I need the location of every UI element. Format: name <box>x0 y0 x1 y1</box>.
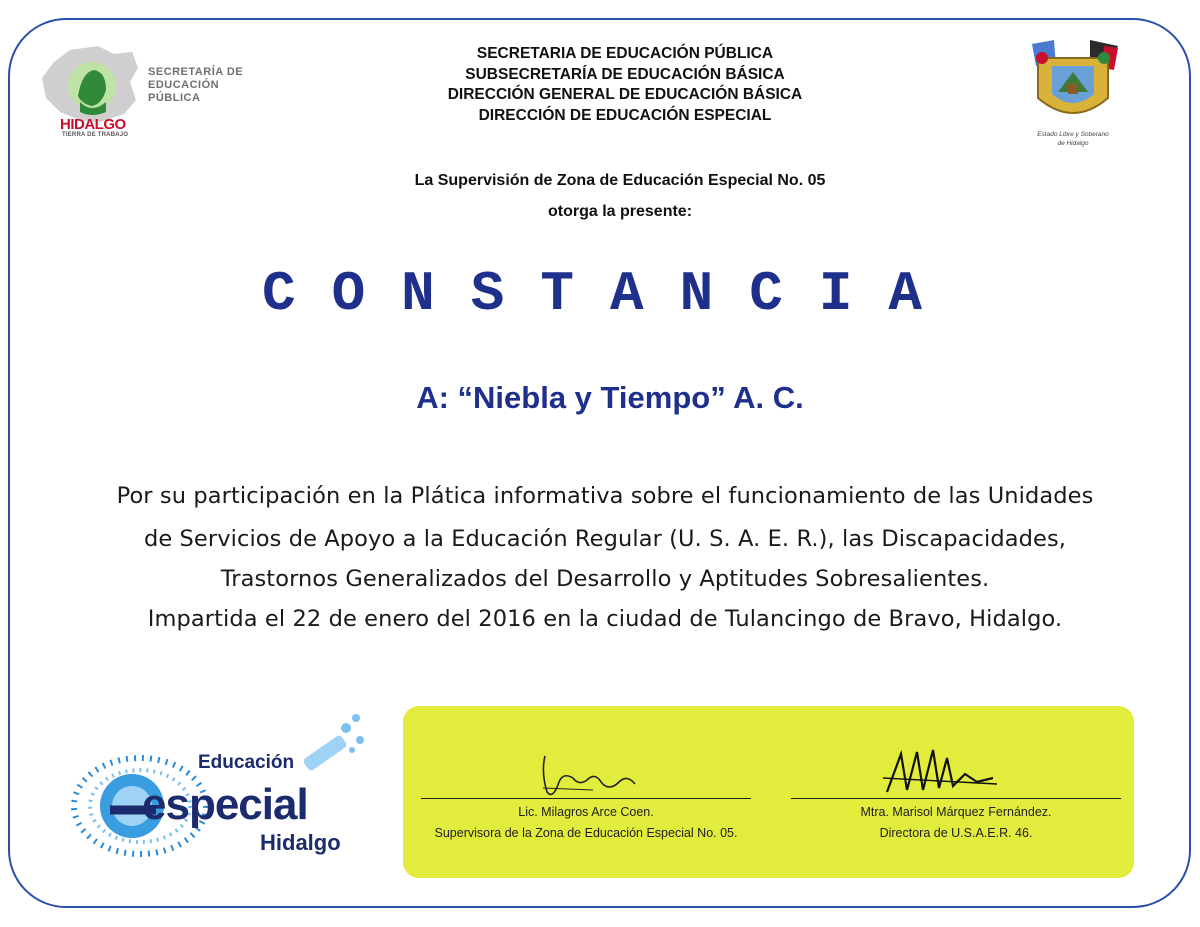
hidalgo-coat-of-arms <box>1018 36 1128 151</box>
certificate-title: CONSTANCIA <box>261 262 959 326</box>
institution-header <box>360 44 890 126</box>
coat-of-arms-icon <box>1018 36 1128 128</box>
coat-of-arms-caption: Estado Libre y Soberano de Hidalgo <box>1037 131 1109 147</box>
hidalgo-wordmark: HIDALGO <box>60 116 126 133</box>
logo-word-hidalgo: Hidalgo <box>260 830 341 855</box>
signature-scribble-icon <box>523 752 643 802</box>
signature-line <box>421 798 751 799</box>
issuer-line: La Supervisión de Zona de Educación Especial No. 05 <box>414 172 826 189</box>
header-line: SECRETARIA DE EDUCACIÓN PÚBLICA <box>476 45 774 62</box>
header-line: DIRECCIÓN DE EDUCACIÓN ESPECIAL <box>478 106 772 124</box>
body-line: de Servicios de Apoyo a la Educación Regular (U. S. A. E. R.), las Discapacidades, <box>143 526 1067 552</box>
signature-line <box>791 798 1121 799</box>
recipient-name: A: “Niebla y Tiempo” A. C. <box>416 380 804 415</box>
logo-word-especial: especial <box>142 780 308 829</box>
educacion-especial-logo <box>70 706 380 876</box>
signer-name: Mtra. Marisol Márquez Fernández. <box>860 805 1052 819</box>
header-line: DIRECCIÓN GENERAL DE EDUCACIÓN BÁSICA <box>447 86 803 103</box>
body-line: Por su participación en la Plática informativa sobre el funcionamiento de las Unidades <box>116 483 1094 509</box>
body-line: Impartida el 22 de enero del 2016 en la ciudad de Tulancingo de Bravo, Hidalgo. <box>147 606 1063 632</box>
body-line: Trastornos Generalizados del Desarrollo y Aptitudes Sobresalientes. <box>220 566 990 592</box>
header-line: SUBSECRETARÍA DE EDUCACIÓN BÁSICA <box>465 65 785 83</box>
sep-hidalgo-logo <box>40 42 250 147</box>
signer-role: Supervisora de la Zona de Educación Especial No. 05. <box>434 826 738 840</box>
logo-word-educacion: Educación <box>198 752 295 773</box>
signature-panel <box>403 706 1134 878</box>
signer-name: Lic. Milagros Arce Coen. <box>518 805 654 819</box>
signer-role: Directora de U.S.A.E.R. 46. <box>879 826 1033 840</box>
signature-scribble-icon <box>881 744 1001 800</box>
hidalgo-slogan: TIERRA DE TRABAJO <box>62 132 129 138</box>
grants-line: otorga la presente: <box>547 203 693 220</box>
sep-logo-text: SECRETARÍA DE EDUCACIÓN PÚBLICA <box>148 66 244 104</box>
